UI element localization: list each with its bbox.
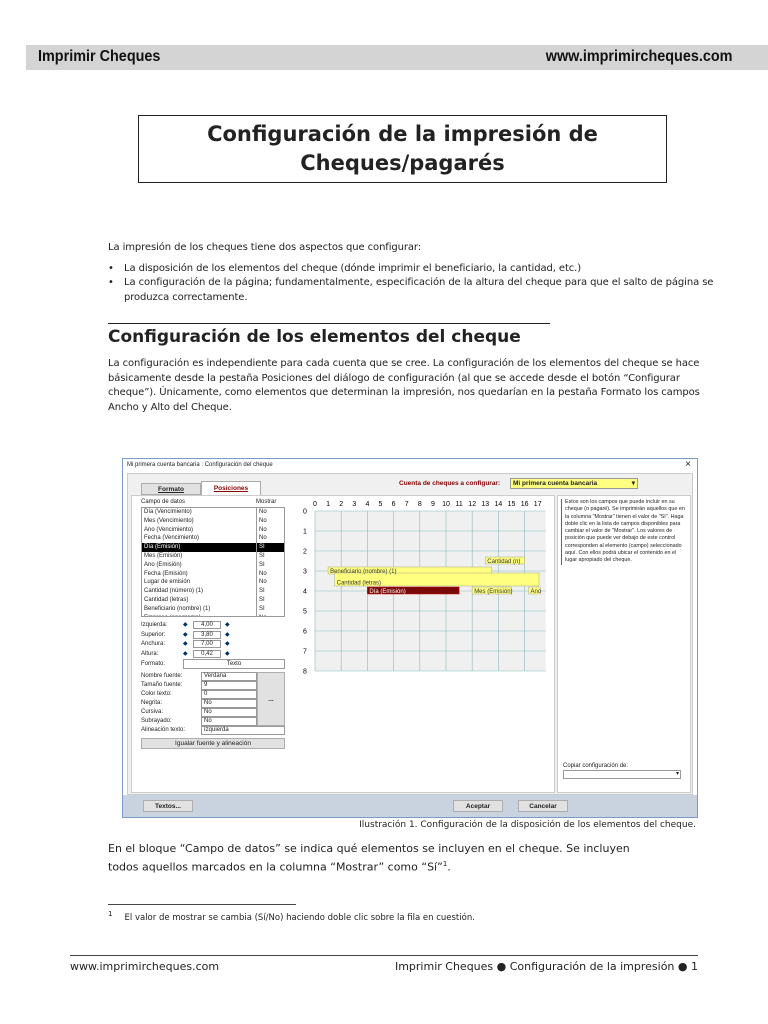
grid-x-label: 3 [352, 501, 357, 508]
formato-field[interactable]: Texto [183, 659, 285, 669]
section-text: La configuración es independiente para cada cuenta que se cree. La configuración de los elementos del cheque se hace básicamente desde la pestaña Posiciones del diálogo de configuración (al que se accede desde el botón “Configurar cheque”). Únicamente, como elementos que determinan la impresión, nos quedarían en la pestaña Formato los campos Ancho y Alto del Cheque. [108, 358, 700, 413]
field-mostrar: No [259, 526, 267, 533]
font-field[interactable]: 0 [201, 690, 257, 699]
header-title: Imprimir Cheques [38, 48, 161, 65]
position-label: Altura: [141, 650, 159, 657]
position-row [141, 640, 261, 650]
intro-text: La impresión de los cheques tiene dos aspectos que configurar: [108, 242, 422, 253]
decrement-icon[interactable]: ◆ [183, 650, 188, 657]
page-footer [70, 955, 698, 973]
decrement-icon[interactable]: ◆ [183, 631, 188, 638]
font-label: Negrita: [141, 700, 163, 706]
grid-x-label: 4 [365, 501, 370, 508]
field-row[interactable] [142, 578, 284, 587]
cuenta-value: Mi primera cuenta bancaria [513, 480, 598, 487]
bullet-item: • La disposición de los elementos del cheque (dónde imprimir el beneficiario, la cantidad, etc.) [108, 262, 722, 277]
field-name: Lugar de emisión [142, 578, 257, 587]
grid-x-label: 10 [442, 501, 450, 508]
copiar-label: Copiar configuración de: [563, 763, 629, 769]
bullet-list [108, 262, 722, 306]
field-mostrar: SI [259, 561, 265, 568]
field-mostrar: No [259, 579, 267, 586]
position-input[interactable]: 0,42 [193, 650, 221, 658]
section-title: Configuración de los elementos del cheque [108, 327, 521, 347]
increment-icon[interactable]: ◆ [225, 641, 230, 647]
font-label: Alineación texto: [141, 727, 186, 733]
field-row[interactable] [142, 570, 284, 579]
position-input[interactable]: 3,80 [193, 631, 221, 639]
field-row[interactable] [142, 543, 284, 552]
formato-label: Formato: [141, 661, 166, 667]
cuenta-select[interactable] [510, 478, 638, 489]
grid-y-label: 0 [303, 508, 307, 516]
decrement-icon[interactable]: ◆ [183, 641, 188, 647]
field-name: Día (Emisión) [142, 543, 257, 552]
field-name: Fecha (Emisión) [142, 570, 257, 579]
field-mostrar [257, 614, 267, 617]
field-mostrar: SI [259, 544, 265, 551]
page-title [138, 115, 667, 183]
grid-y-label: 7 [303, 648, 307, 656]
field-mostrar: No [259, 517, 267, 524]
field-row[interactable] [142, 587, 284, 596]
position-row [141, 631, 261, 641]
position-label: Anchura: [141, 641, 166, 647]
chevron-down-icon: ▾ [631, 480, 635, 487]
tab-formato[interactable]: Formato [141, 483, 201, 495]
grid-x-label: 9 [430, 501, 435, 508]
field-name: Beneficiario (nombre) (1) [142, 605, 257, 614]
cuenta-label: Cuenta de cheques a configurar: [399, 480, 501, 487]
field-name: Fecha (Vencimiento) [142, 534, 257, 543]
font-label: Subrayado: [141, 718, 172, 724]
field-mostrar: SI [259, 605, 265, 612]
intro-column [108, 241, 722, 415]
copiar-select[interactable] [563, 770, 681, 779]
field-mostrar: No [259, 535, 267, 542]
grid-y-label: 8 [303, 668, 307, 676]
decrement-icon[interactable]: ◆ [183, 622, 188, 628]
grid-x-label: 11 [455, 501, 463, 508]
font-more-button[interactable]: ... [257, 672, 285, 726]
field-row[interactable] [142, 508, 284, 517]
field-row[interactable] [142, 596, 284, 605]
position-row [141, 650, 261, 660]
config-dialog-screenshot [122, 458, 698, 818]
col-header-campo: Campo de datos [141, 499, 186, 505]
position-row [141, 621, 261, 631]
position-input[interactable]: 7,00 [193, 640, 221, 648]
field-name: Cantidad (letras) [142, 596, 257, 605]
field-name: Ano (Vencimiento) [142, 526, 257, 535]
field-mostrar: No [259, 509, 267, 515]
field-row[interactable] [142, 605, 284, 614]
footnote-ref[interactable]: 1 [442, 859, 448, 868]
field-mostrar: No [259, 570, 267, 577]
grid-x-label: 8 [417, 501, 422, 508]
grid-x-label: 12 [468, 501, 477, 508]
font-field[interactable]: 9 [201, 681, 257, 690]
help-text: Estos son los campos que puede incluir en su cheque (o pagaré). Se imprimirán aquellos que en la columna "Mostrar" tienen el valor de "SI". Haga doble clic en la lista de campos disponibles para cambiar el valor de "Mostrar". Los valores de posición que puede ver debajo de este control corresponden al elemento (campo) seleccionado aquí. Con ellos podrá ubicar el contenido en el lugar apropiado del cheque. [561, 499, 685, 565]
close-icon[interactable]: × [685, 459, 691, 470]
check-element-label: Cantidad (n) [487, 558, 521, 565]
position-grid[interactable] [301, 497, 551, 679]
after-text: En el bloque “Campo de datos” se indica qué elementos se incluyen en el cheque. Se incluyen todos aquellos marcados en la columna “Mostrar” como “Sí”$^1$. [108, 842, 630, 874]
igualar-button[interactable]: Igualar fuente y alineación [141, 738, 285, 749]
grid-x-label: 1 [326, 501, 331, 508]
field-row[interactable] [142, 534, 284, 543]
font-label: Nombre fuente: [141, 673, 183, 679]
check-element-label: Mes (Emisión) [474, 588, 513, 595]
footer-url: www.imprimircheques.com [70, 960, 220, 973]
field-row[interactable] [142, 561, 284, 570]
figure-caption: Ilustración 1. Configuración de la disposición de los elementos del cheque. [359, 820, 696, 830]
grid-x-label: 6 [391, 501, 396, 508]
footnote [108, 909, 475, 923]
increment-icon[interactable]: ◆ [225, 650, 230, 657]
font-field[interactable]: No [201, 699, 257, 708]
font-field[interactable]: No [201, 717, 257, 726]
position-label: Superior: [141, 631, 166, 638]
fields-list[interactable] [141, 507, 285, 617]
increment-icon[interactable]: ◆ [225, 631, 230, 638]
field-name: Mes (Vencimiento) [142, 517, 257, 526]
grid-y-label: 1 [303, 528, 307, 536]
aceptar-button[interactable]: Aceptar [453, 800, 503, 812]
field-mostrar: SI [259, 552, 265, 559]
dialog-title: Mi primera cuenta bancaria : Configuración del cheque [127, 462, 273, 468]
textos-button[interactable]: Textos... [143, 800, 193, 812]
check-element-label: Beneficiario (nombre) (1) [330, 568, 397, 575]
font-label: Cursiva: [141, 709, 164, 715]
field-name: Mes (Emisión) [142, 552, 257, 561]
footer-info: Imprimir Cheques ● Configuración de la impresión ● 1 [394, 960, 698, 973]
font-field[interactable]: No [201, 708, 257, 717]
field-row[interactable] [142, 552, 284, 561]
grid-y-label: 6 [303, 628, 307, 636]
footnote-number: 1 [108, 909, 113, 918]
field-name: Cantidad (número) (1) [142, 587, 257, 596]
increment-icon[interactable]: ◆ [225, 622, 230, 628]
footnote-text: El valor de mostrar se cambia (Sí/No) haciendo doble clic sobre la fila en cuestión. [124, 912, 475, 923]
title-line: Cheques/pagarés [300, 151, 505, 175]
header-url: www.imprimircheques.com [545, 48, 732, 65]
grid-x-label: 5 [378, 501, 383, 508]
check-element-label: Ano [530, 588, 542, 595]
font-row [141, 726, 285, 735]
grid-x-label: 0 [313, 501, 317, 508]
grid-y-label: 2 [303, 548, 307, 556]
grid-x-label: 2 [339, 501, 344, 508]
col-header-mostrar: Mostrar [256, 499, 277, 505]
font-label: Tamaño fuente: [141, 682, 183, 688]
field-row[interactable] [142, 614, 284, 617]
check-element-label: Día (Emisión) [369, 588, 406, 595]
cancelar-button[interactable]: Cancelar [518, 800, 568, 812]
grid-y-label: 5 [303, 608, 307, 616]
position-label: Izquierda: [141, 622, 168, 628]
position-input[interactable]: 4,00 [193, 621, 221, 629]
field-name: Día (Vencimiento) [142, 508, 257, 517]
grid-y-label: 3 [303, 568, 307, 576]
bullet-item: • La configuración de la página; fundamentalmente, especificación de la altura del cheque para que el salto de página se produzca correctamente. [108, 276, 722, 305]
field-name: Ano (Emisión) [142, 561, 257, 570]
field-name [142, 614, 257, 617]
field-mostrar: SI [259, 596, 265, 603]
page-header [26, 45, 768, 70]
chevron-down-icon: ▾ [675, 771, 679, 777]
title-line: Configuración de la impresión de [207, 122, 598, 146]
field-mostrar: SI [259, 588, 265, 595]
field-row[interactable] [142, 526, 284, 535]
grid-y-label: 4 [303, 588, 307, 596]
after-text-body: En el bloque “Campo de datos” se indica qué elementos se incluyen en el cheque. Se incluyen todos aquellos marcados en la columna “Mostrar” como “Sí” [108, 842, 630, 874]
font-field[interactable]: Izquierda [201, 726, 285, 735]
font-field[interactable]: Verdana [201, 672, 257, 681]
grid-x-label: 7 [404, 501, 409, 508]
grid-x-label: 14 [494, 501, 503, 508]
tab-posiciones[interactable]: Posiciones [201, 481, 261, 495]
check-element-label: Cantidad (letras) [336, 580, 382, 587]
field-row[interactable] [142, 517, 284, 526]
grid-x-label: 13 [481, 501, 490, 508]
grid-x-label: 17 [533, 501, 542, 508]
font-label: Color texto: [141, 691, 172, 697]
grid-x-label: 15 [507, 501, 516, 508]
grid-x-label: 16 [520, 501, 529, 508]
